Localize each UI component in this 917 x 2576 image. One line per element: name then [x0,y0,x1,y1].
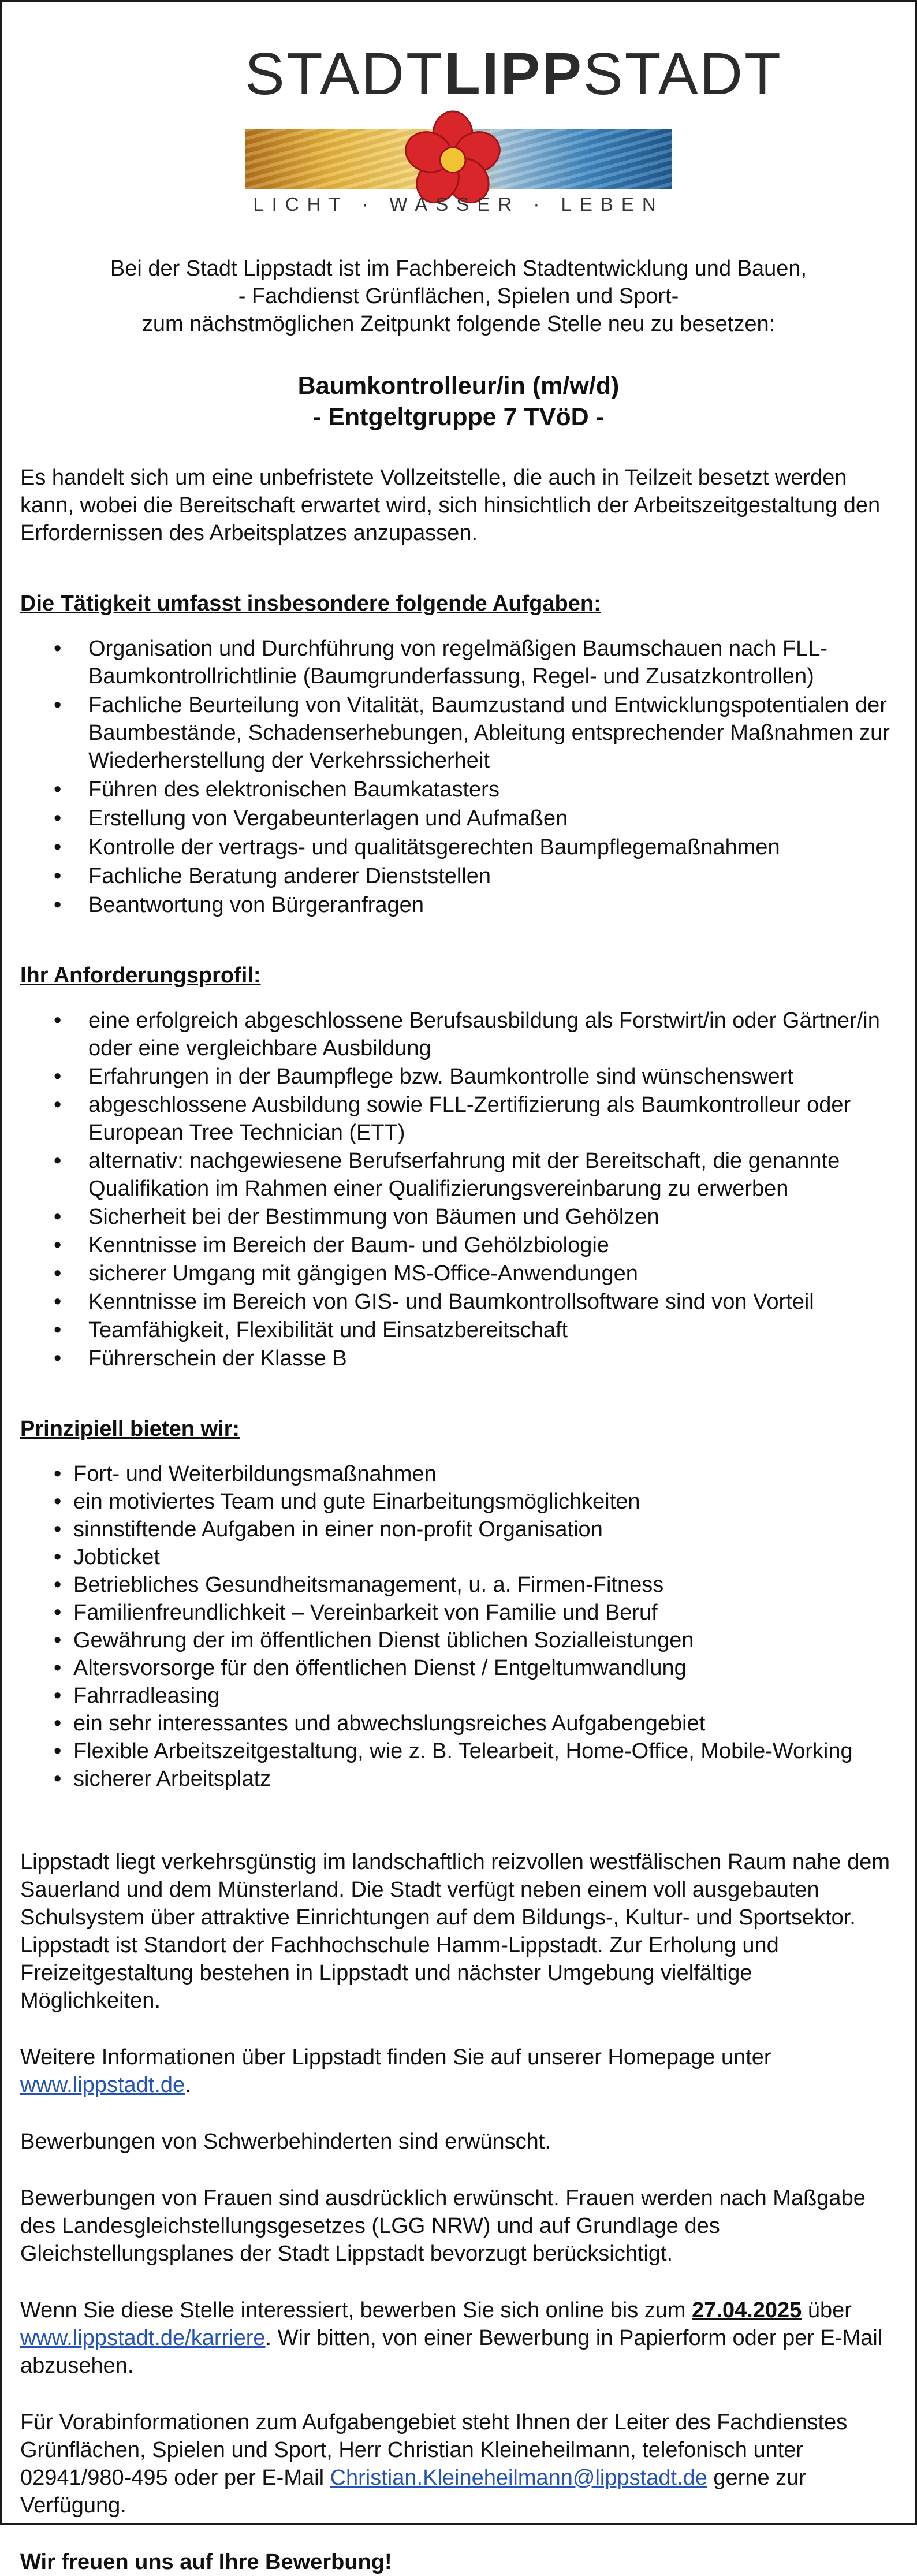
city-logo [245,40,782,215]
list-item: • Organisation und Durchführung von regelmäßigen Baumschauen nach FLL-Baumkontrollrichtlinie (Baumgrunderfassung, Regel- und Zusatzkontrollen) [20,635,897,690]
list-item: • ein motiviertes Team und gute Einarbeitungsmöglichkeiten [20,1488,897,1516]
logo-tagline: LICHT · WASSER · LEBEN [253,193,664,215]
info-after: . [185,2073,191,2097]
apply-note: . Wir bitten, von einer Bewerbung in Papierform oder per E-Mail abzusehen. [20,2326,883,2378]
intro-text [20,255,897,338]
list-item: • Flexible Arbeitszeitgestaltung, wie z. B. Telearbeit, Home-Office, Mobile-Working [20,1737,897,1765]
contact-email-link[interactable]: Christian.Kleineheilmann@lippstadt.de [330,2466,707,2490]
list-item: • sicherer Arbeitsplatz [20,1765,897,1793]
list-item: • Fachliche Beratung anderer Dienststellen [20,862,897,890]
apply-label: Wenn Sie diese Stelle interessiert, bewerben Sie sich online bis zum [20,2298,686,2322]
job-title: Baumkontrolleur/in (m/w/d) [297,372,620,400]
city-description: Lippstadt liegt verkehrsgünstig im landschaftlich reizvollen westfälischen Raum nahe dem Sauerland und dem Münsterland. Die Stadt verfügt neben einem voll ausgebauten Schulsystem über attraktive Einrichtungen auf dem Bildungs-, Kultur- und Sportsektor. Lippstadt ist Standort der Fachhochschule Hamm-Lippstadt. Zur Erholung und Freizeitgestaltung bestehen in Lippstadt und nächster Umgebung vielfältige Möglichkeiten. [20,1850,890,2013]
list-item: • Fahrradleasing [20,1682,897,1710]
apply-text [20,2296,897,2380]
disabled-applicants-text: Bewerbungen von Schwerbehinderten sind erwünscht. [20,2130,551,2154]
offers-heading: Prinzipiell bieten wir: [20,1417,240,1441]
list-item: • Fachliche Beurteilung von Vitalität, Baumzustand und Entwicklungspotentialen der Baumbestände, Schadenserhebungen, Ableitung entsprechender Maßnahmen zur Wiederherstellung der Verkehrssicherheit [20,691,897,775]
tasks-list [20,635,897,919]
contact-text [20,2409,897,2519]
list-item: • Führerschein der Klasse B [20,1345,897,1372]
list-item: • eine erfolgreich abgeschlossene Berufsausbildung als Forstwirt/in oder Gärtner/in oder eine vergleichbare Ausbildung [20,1007,897,1062]
list-item: • Altersvorsorge für den öffentlichen Dienst / Entgeltumwandlung [20,1654,897,1682]
requirements-heading: Ihr Anforderungsprofil: [20,963,261,988]
rose-icon [404,111,502,207]
list-item: • sicherer Umgang mit gängigen MS-Office-Anwendungen [20,1260,897,1287]
list-item: • alternativ: nachgewiesene Berufserfahrung mit der Bereitschaft, die genannte Qualifikation im Rahmen einer Qualifizierungsvereinbarung zu erwerben [20,1147,897,1203]
list-item: • Gewährung der im öffentlichen Dienst üblichen Sozialleistungen [20,1626,897,1654]
list-item: • Beantwortung von Bürgeranfragen [20,891,897,919]
logo-wordmark: STADTLIPPSTADT [245,40,782,107]
employment-text: Es handelt sich um eine unbefristete Vollzeitstelle, die auch in Teilzeit besetzt werden kann, wobei die Bereitschaft erwartet wird, sich hinsichtlich der Arbeitszeitgestaltung den Erfordernissen des Arbeitsplatzes anzupassen. [20,466,881,545]
tasks-heading: Die Tätigkeit umfasst insbesondere folgende Aufgaben: [20,591,601,616]
closing-text: Wir freuen uns auf Ihre Bewerbung! [20,2550,392,2574]
list-item: • Betriebliches Gesundheitsmanagement, u. a. Firmen-Fitness [20,1571,897,1599]
list-item: • Sicherheit bei der Bestimmung von Bäumen und Gehölzen [20,1203,897,1231]
intro-line-3: zum nächstmöglichen Zeitpunkt folgende Stelle neu zu besetzen: [141,312,776,336]
list-item: • Fort- und Weiterbildungsmaßnahmen [20,1460,897,1488]
job-title-block [20,370,897,433]
list-item: • Erfahrungen in der Baumpflege bzw. Baumkontrolle sind wünschenswert [20,1063,897,1090]
women-applicants-text: Bewerbungen von Frauen sind ausdrücklich erwünscht. Frauen werden nach Maßgabe des Landesgleichstellungsgesetzes (LGG NRW) und auf Grundlage des Gleichstellungsplanes der Stadt Lippstadt bevorzugt berücksichtigt. [20,2186,866,2266]
info-label: Weitere Informationen über Lippstadt finden Sie auf unserer Homepage unter [20,2045,771,2069]
list-item: • sinnstiftende Aufgaben in einer non-profit Organisation [20,1516,897,1543]
application-deadline: 27.04.2025 [692,2298,802,2322]
list-item: • Kenntnisse im Bereich von GIS- und Baumkontrollsoftware sind von Vorteil [20,1288,897,1316]
intro-line-2: - Fachdienst Grünflächen, Spielen und Sport- [238,284,679,308]
apply-via: über [807,2298,852,2322]
requirements-list [20,1007,897,1372]
pay-grade: - Entgeltgruppe 7 TVöD - [312,403,605,431]
contact-label: Für Vorabinformationen zum Aufgabengebiet steht Ihnen der Leiter des Fachdienstes Grünflächen, Spielen und Sport, Herr Christian Kleineheilmann, telefonisch unter 02941/980-495 oder per E-Mail [20,2410,848,2490]
homepage-link[interactable]: www.lippstadt.de [20,2073,185,2097]
list-item: • Kontrolle der vertrags- und qualitätsgerechten Baumpflegemaßnahmen [20,833,897,861]
list-item: • Jobticket [20,1543,897,1571]
career-link[interactable]: www.lippstadt.de/karriere [20,2326,266,2350]
list-item: • Erstellung von Vergabeunterlagen und Aufmaßen [20,805,897,832]
list-item: • abgeschlossene Ausbildung sowie FLL-Zertifizierung als Baumkontrolleur oder European Tree Technician (ETT) [20,1091,897,1146]
list-item: • Führen des elektronischen Baumkatasters [20,776,897,803]
list-item: • Kenntnisse im Bereich der Baum- und Gehölzbiologie [20,1231,897,1259]
offers-list [20,1460,897,1793]
list-item: • ein sehr interessantes und abwechslungsreiches Aufgabengebiet [20,1710,897,1737]
list-item: • Familienfreundlichkeit – Vereinbarkeit von Familie und Beruf [20,1599,897,1626]
contact-after: gerne zur Verfügung. [20,2466,806,2518]
list-item: • Teamfähigkeit, Flexibilität und Einsatzbereitschaft [20,1316,897,1344]
intro-line-1: Bei der Stadt Lippstadt ist im Fachbereich Stadtentwicklung und Bauen, [110,256,807,281]
info-text [20,2043,897,2099]
